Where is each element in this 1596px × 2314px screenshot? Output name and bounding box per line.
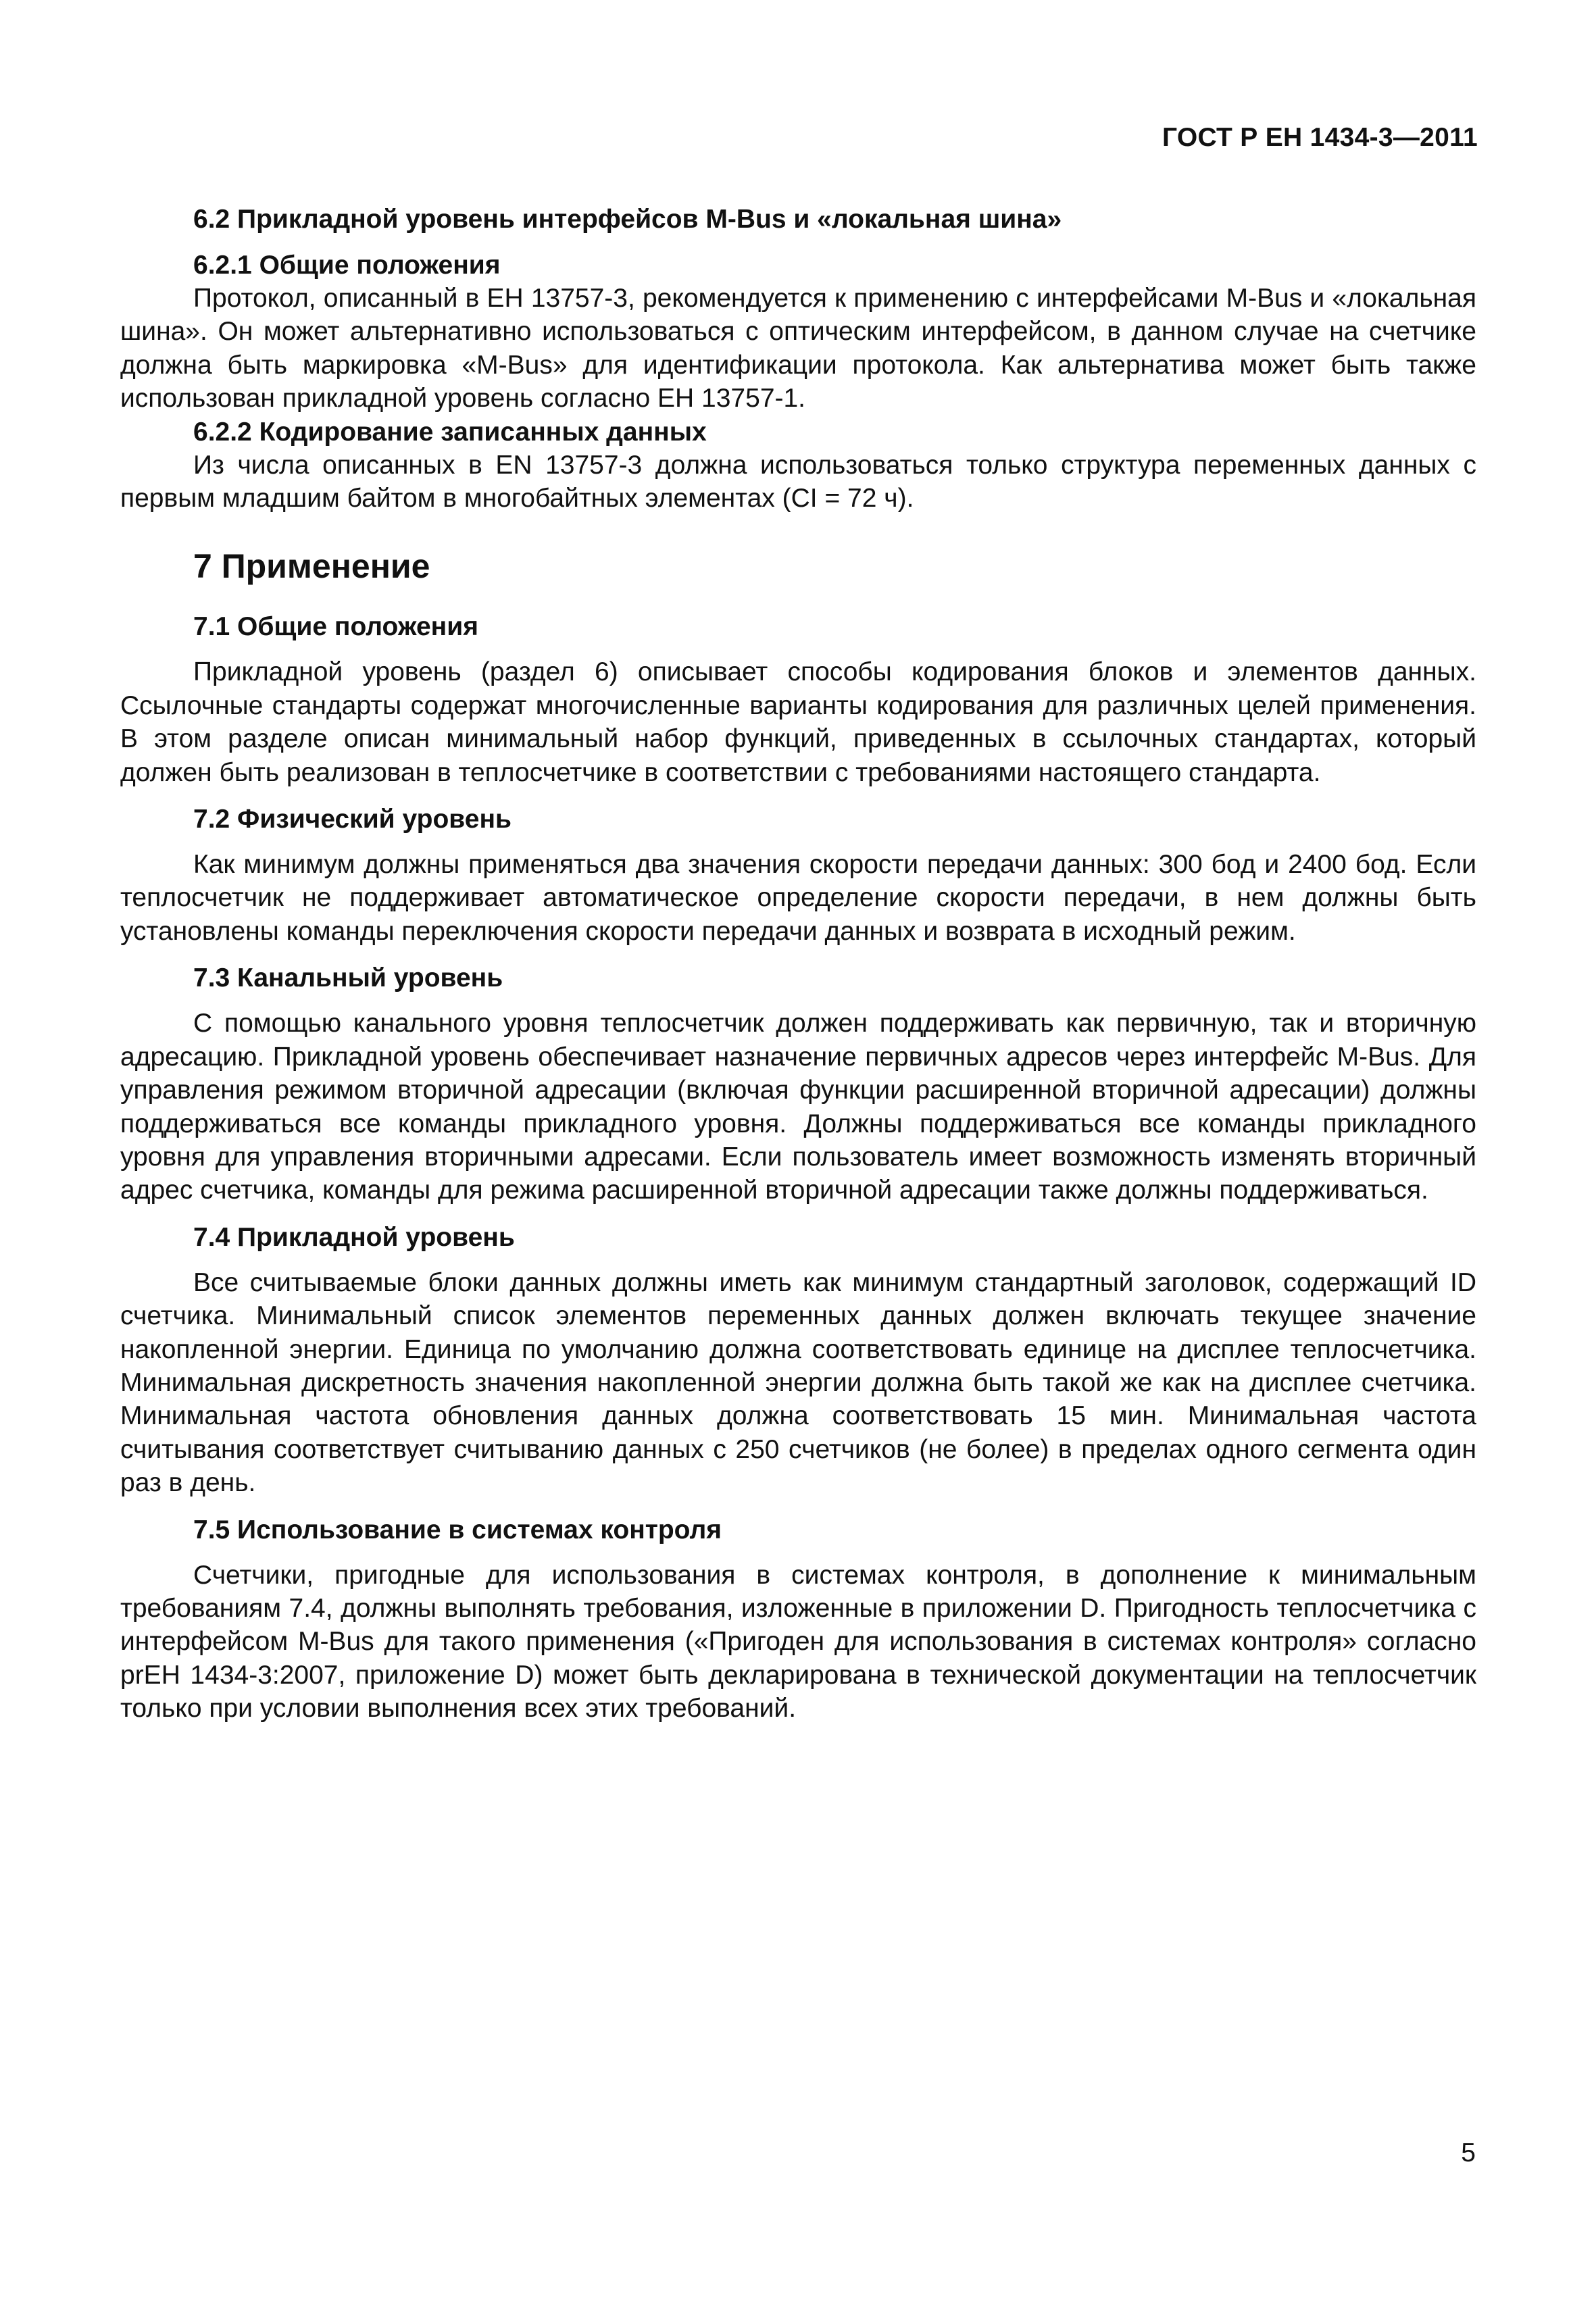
- heading-7-1: 7.1 Общие положения: [193, 612, 478, 642]
- paragraph-7-4: Все считываемые блоки данных должны иметь как минимум стандартный заголовок, содержащий ID счетчика. Минимальный список элементов переменных данных должен включать текущее значение накопленной энергии. Единица по умолчанию должна соответствовать единице на дисплее теплосчетчика. Минимальная дискретность значения накопленной энергии должна быть такой же как на дисплее счетчика. Минимальная частота обновления данных должна соответствовать 15 мин. Минимальная частота считывания соответствует считыванию данных с 250 счетчиков (не более) в пределах одного сегмента один раз в день.: [120, 1267, 1476, 1498]
- paragraph-7-1: Прикладной уровень (раздел 6) описывает способы кодирования блоков и элементов данных. Ссылочные стандарты содержат многочисленные варианты кодирования для различных целей применения. В этом разделе описан минимальный набор функций, приведенных в ссылочных стандартах, который должен быть реализован в теплосчетчике в соответствии с требованиями настоящего стандарта.: [120, 657, 1476, 787]
- paragraph-7-3: С помощью канального уровня теплосчетчик должен поддерживать как первичную, так и вторичную адресацию. Прикладной уровень обеспечивает назначение первичных адресов через интерфейс M-Bus. Для управления режимом вторичной адресации (включая функции расширенной вторичной адресации) должны поддерживаться все команды прикладного уровня. Должны поддерживаться все команды прикладного уровня для управления вторичными адресами. Если пользователь имеет возможность изменять вторичный адрес счетчика, команды для режима расширенной вторичной адресации также должны поддерживаться.: [120, 1009, 1476, 1205]
- heading-7: 7 Применение: [193, 547, 430, 586]
- paragraph-7-5: Счетчики, пригодные для использования в системах контроля, в дополнение к минимальным требованиям 7.4, должны выполнять требования, изложенные в приложении D. Пригодность теплосчетчика с интерфейсом M-Bus для такого применения («Пригоден для использования в системах контроля» согласно prEH 1434-3:2007, приложение D) может быть декларирована в технической документации на теплосчетчик только при условии выполнения всех этих требований.: [120, 1560, 1476, 1724]
- heading-6-2-1: 6.2.1 Общие положения: [193, 251, 501, 280]
- paragraph-6-2-1: Протокол, описанный в ЕН 13757-3, рекомендуется к применению с интерфейсами M-Bus и «локальная шина». Он может альтернативно использоваться с оптическим интерфейсом, в данном случае на счетчике должна быть маркировка «M-Bus» для идентификации протокола. Как альтернатива может быть также использован прикладной уровень согласно ЕН 13757-1.: [120, 284, 1476, 413]
- page-number: 5: [1461, 2138, 1476, 2167]
- heading-6-2: 6.2 Прикладной уровень интерфейсов M-Bus и «локальная шина»: [193, 205, 1062, 234]
- heading-7-4: 7.4 Прикладной уровень: [193, 1222, 515, 1252]
- paragraph-6-2-2: Из числа описанных в EN 13757-3 должна использоваться только структура переменных данных с первым младшим байтом в многобайтных элементах (CI = 72 ч).: [120, 450, 1476, 513]
- heading-7-3: 7.3 Канальный уровень: [193, 963, 503, 993]
- document-id-header: ГОСТ Р ЕН 1434-3—2011: [1162, 123, 1478, 152]
- heading-7-5: 7.5 Использование в системах контроля: [193, 1515, 722, 1544]
- heading-7-2: 7.2 Физический уровень: [193, 805, 512, 834]
- heading-6-2-2: 6.2.2 Кодирование записанных данных: [193, 417, 707, 447]
- paragraph-7-2: Как минимум должны применяться два значения скорости передачи данных: 300 бод и 2400 бод. Если теплосчетчик не поддерживает автоматическое определение скорости передачи, в нем должны быть установлены команды переключения скорости передачи данных и возврата в исходный режим.: [120, 850, 1476, 946]
- page-content: [120, 203, 1476, 1726]
